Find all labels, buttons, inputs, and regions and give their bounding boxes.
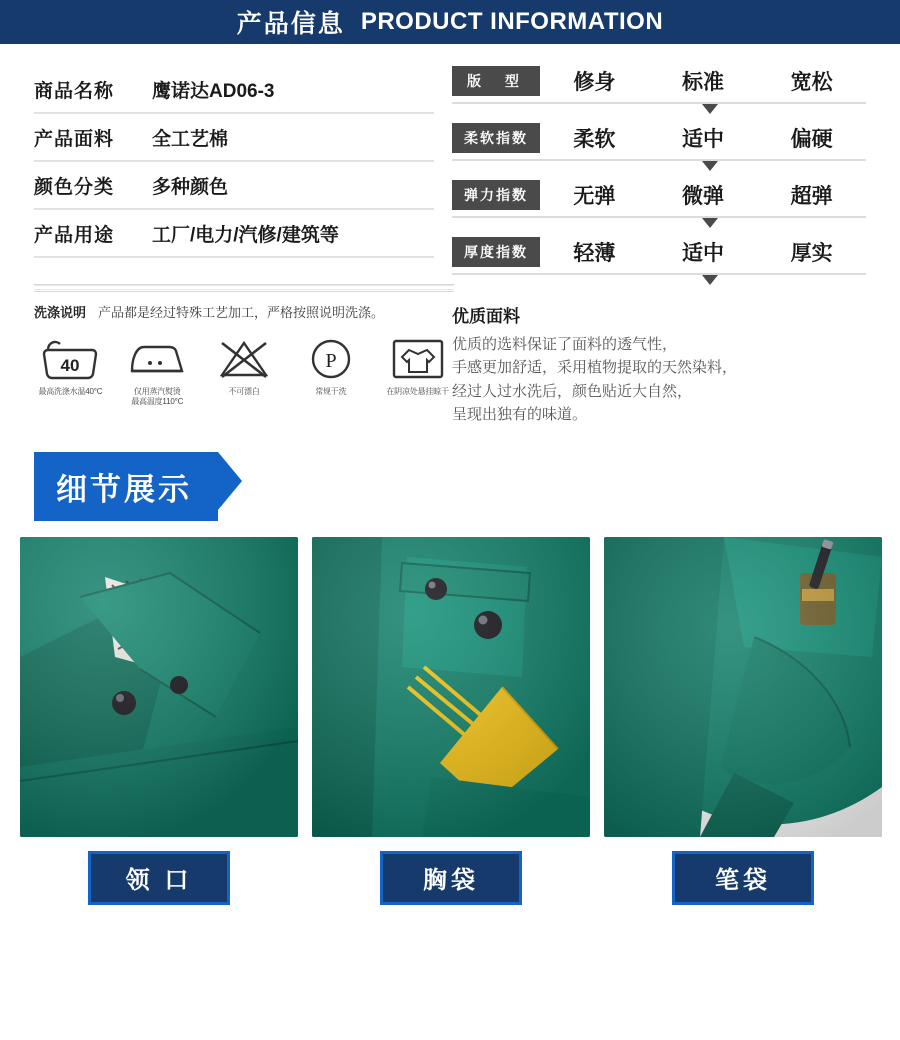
gauge-option: 微弹 — [681, 185, 724, 208]
gauge-option: 宽松 — [790, 71, 833, 94]
gauge-marker-icon — [702, 161, 718, 171]
gauge-tag: 版 型 — [452, 66, 540, 96]
wash-tub-40-icon — [34, 333, 107, 385]
iron-steam-icon — [121, 333, 194, 385]
photo-caption: 胸袋 — [380, 851, 522, 905]
wash-item — [121, 333, 194, 407]
wash-caption: 不可漂白 — [228, 387, 260, 396]
wash-item — [381, 333, 454, 407]
gauge-option: 柔软 — [573, 128, 616, 151]
quality-body: 优质的选料保证了面料的透气性， 手感更加舒适，采用植物提取的天然染料， 经过人过水洗后，颜色贴近大自然， 呈现出独有的味道。 — [452, 336, 738, 423]
no-bleach-icon — [208, 333, 281, 385]
photo-cell — [20, 537, 298, 905]
wash-care-block — [34, 284, 454, 407]
wash-caption: 常规干洗 — [315, 387, 347, 396]
photo-cell — [312, 537, 590, 905]
header-title-cn: 产品信息 — [236, 10, 345, 38]
gauge-fit — [452, 66, 866, 117]
wash-icon-row — [34, 333, 454, 407]
gauge-option: 无弹 — [573, 185, 616, 208]
gauge-marker-icon — [702, 275, 718, 285]
quality-block — [452, 302, 866, 426]
spec-value: 工厂/电力/汽修/建筑等 — [152, 225, 339, 246]
wash-care-note: 产品都是经过特殊工艺加工，严格按照说明洗涤。 — [98, 305, 385, 320]
wash-caption: 在阴凉处悬挂晾干 — [386, 387, 449, 396]
info-area — [0, 44, 900, 426]
gauge-option: 修身 — [573, 71, 616, 94]
spec-label: 产品用途 — [34, 225, 115, 246]
wash-care-header — [34, 302, 454, 321]
gauge-option: 适中 — [681, 128, 724, 151]
gauge-option: 偏硬 — [790, 128, 833, 151]
gauge-list — [452, 66, 866, 426]
gauge-thickness — [452, 237, 866, 288]
detail-photo-grid — [0, 521, 900, 905]
photo-caption: 笔袋 — [672, 851, 814, 905]
gauge-marker-icon — [702, 104, 718, 114]
spec-value: 全工艺棉 — [152, 129, 229, 150]
chest-pocket-photo — [312, 537, 590, 837]
photo-cell — [604, 537, 882, 905]
detail-banner-label: 细节展示 — [34, 452, 218, 521]
spec-value: 多种颜色 — [152, 177, 229, 198]
svg-text:P: P — [325, 350, 337, 372]
detail-banner — [34, 452, 242, 521]
pen-pocket-photo — [604, 537, 882, 837]
spec-row — [34, 114, 434, 162]
banner-arrow-icon — [218, 452, 242, 510]
drip-dry-shade-icon — [381, 333, 454, 385]
svg-text:40: 40 — [60, 356, 80, 375]
wash-caption: 最高洗涤水温40°C — [38, 387, 103, 396]
wash-item — [208, 333, 281, 407]
gauge-option: 标准 — [681, 71, 724, 94]
spec-label: 商品名称 — [34, 81, 115, 102]
spec-value: 鹰诺达AD06-3 — [152, 81, 275, 102]
gauge-option: 厚实 — [790, 242, 833, 265]
spec-label: 颜色分类 — [34, 177, 115, 198]
divider — [34, 284, 454, 292]
gauge-option: 轻薄 — [573, 242, 616, 265]
page-header — [0, 0, 900, 44]
quality-title: 优质面料 — [452, 307, 520, 326]
spec-row — [34, 162, 434, 210]
photo-caption: 领 口 — [88, 851, 230, 905]
gauge-elasticity — [452, 180, 866, 231]
spec-row — [34, 210, 434, 258]
spec-list — [34, 66, 449, 426]
wash-care-title: 洗涤说明 — [34, 305, 87, 320]
spec-row — [34, 66, 434, 114]
spec-label: 产品面料 — [34, 129, 115, 150]
gauge-tag: 厚度指数 — [452, 237, 540, 267]
gauge-tag: 柔软指数 — [452, 123, 540, 153]
wash-item — [34, 333, 107, 407]
collar-photo — [20, 537, 298, 837]
gauge-tag: 弹力指数 — [452, 180, 540, 210]
wash-item — [294, 333, 367, 407]
gauge-marker-icon — [702, 218, 718, 228]
gauge-softness — [452, 123, 866, 174]
wash-caption: 仅用蒸汽熨烫 最高温度110°C — [131, 387, 184, 406]
gauge-option: 适中 — [681, 242, 724, 265]
dry-clean-p-icon — [294, 333, 367, 385]
gauge-option: 超弹 — [790, 185, 833, 208]
header-title-en: PRODUCT INFORMATION — [360, 8, 664, 35]
